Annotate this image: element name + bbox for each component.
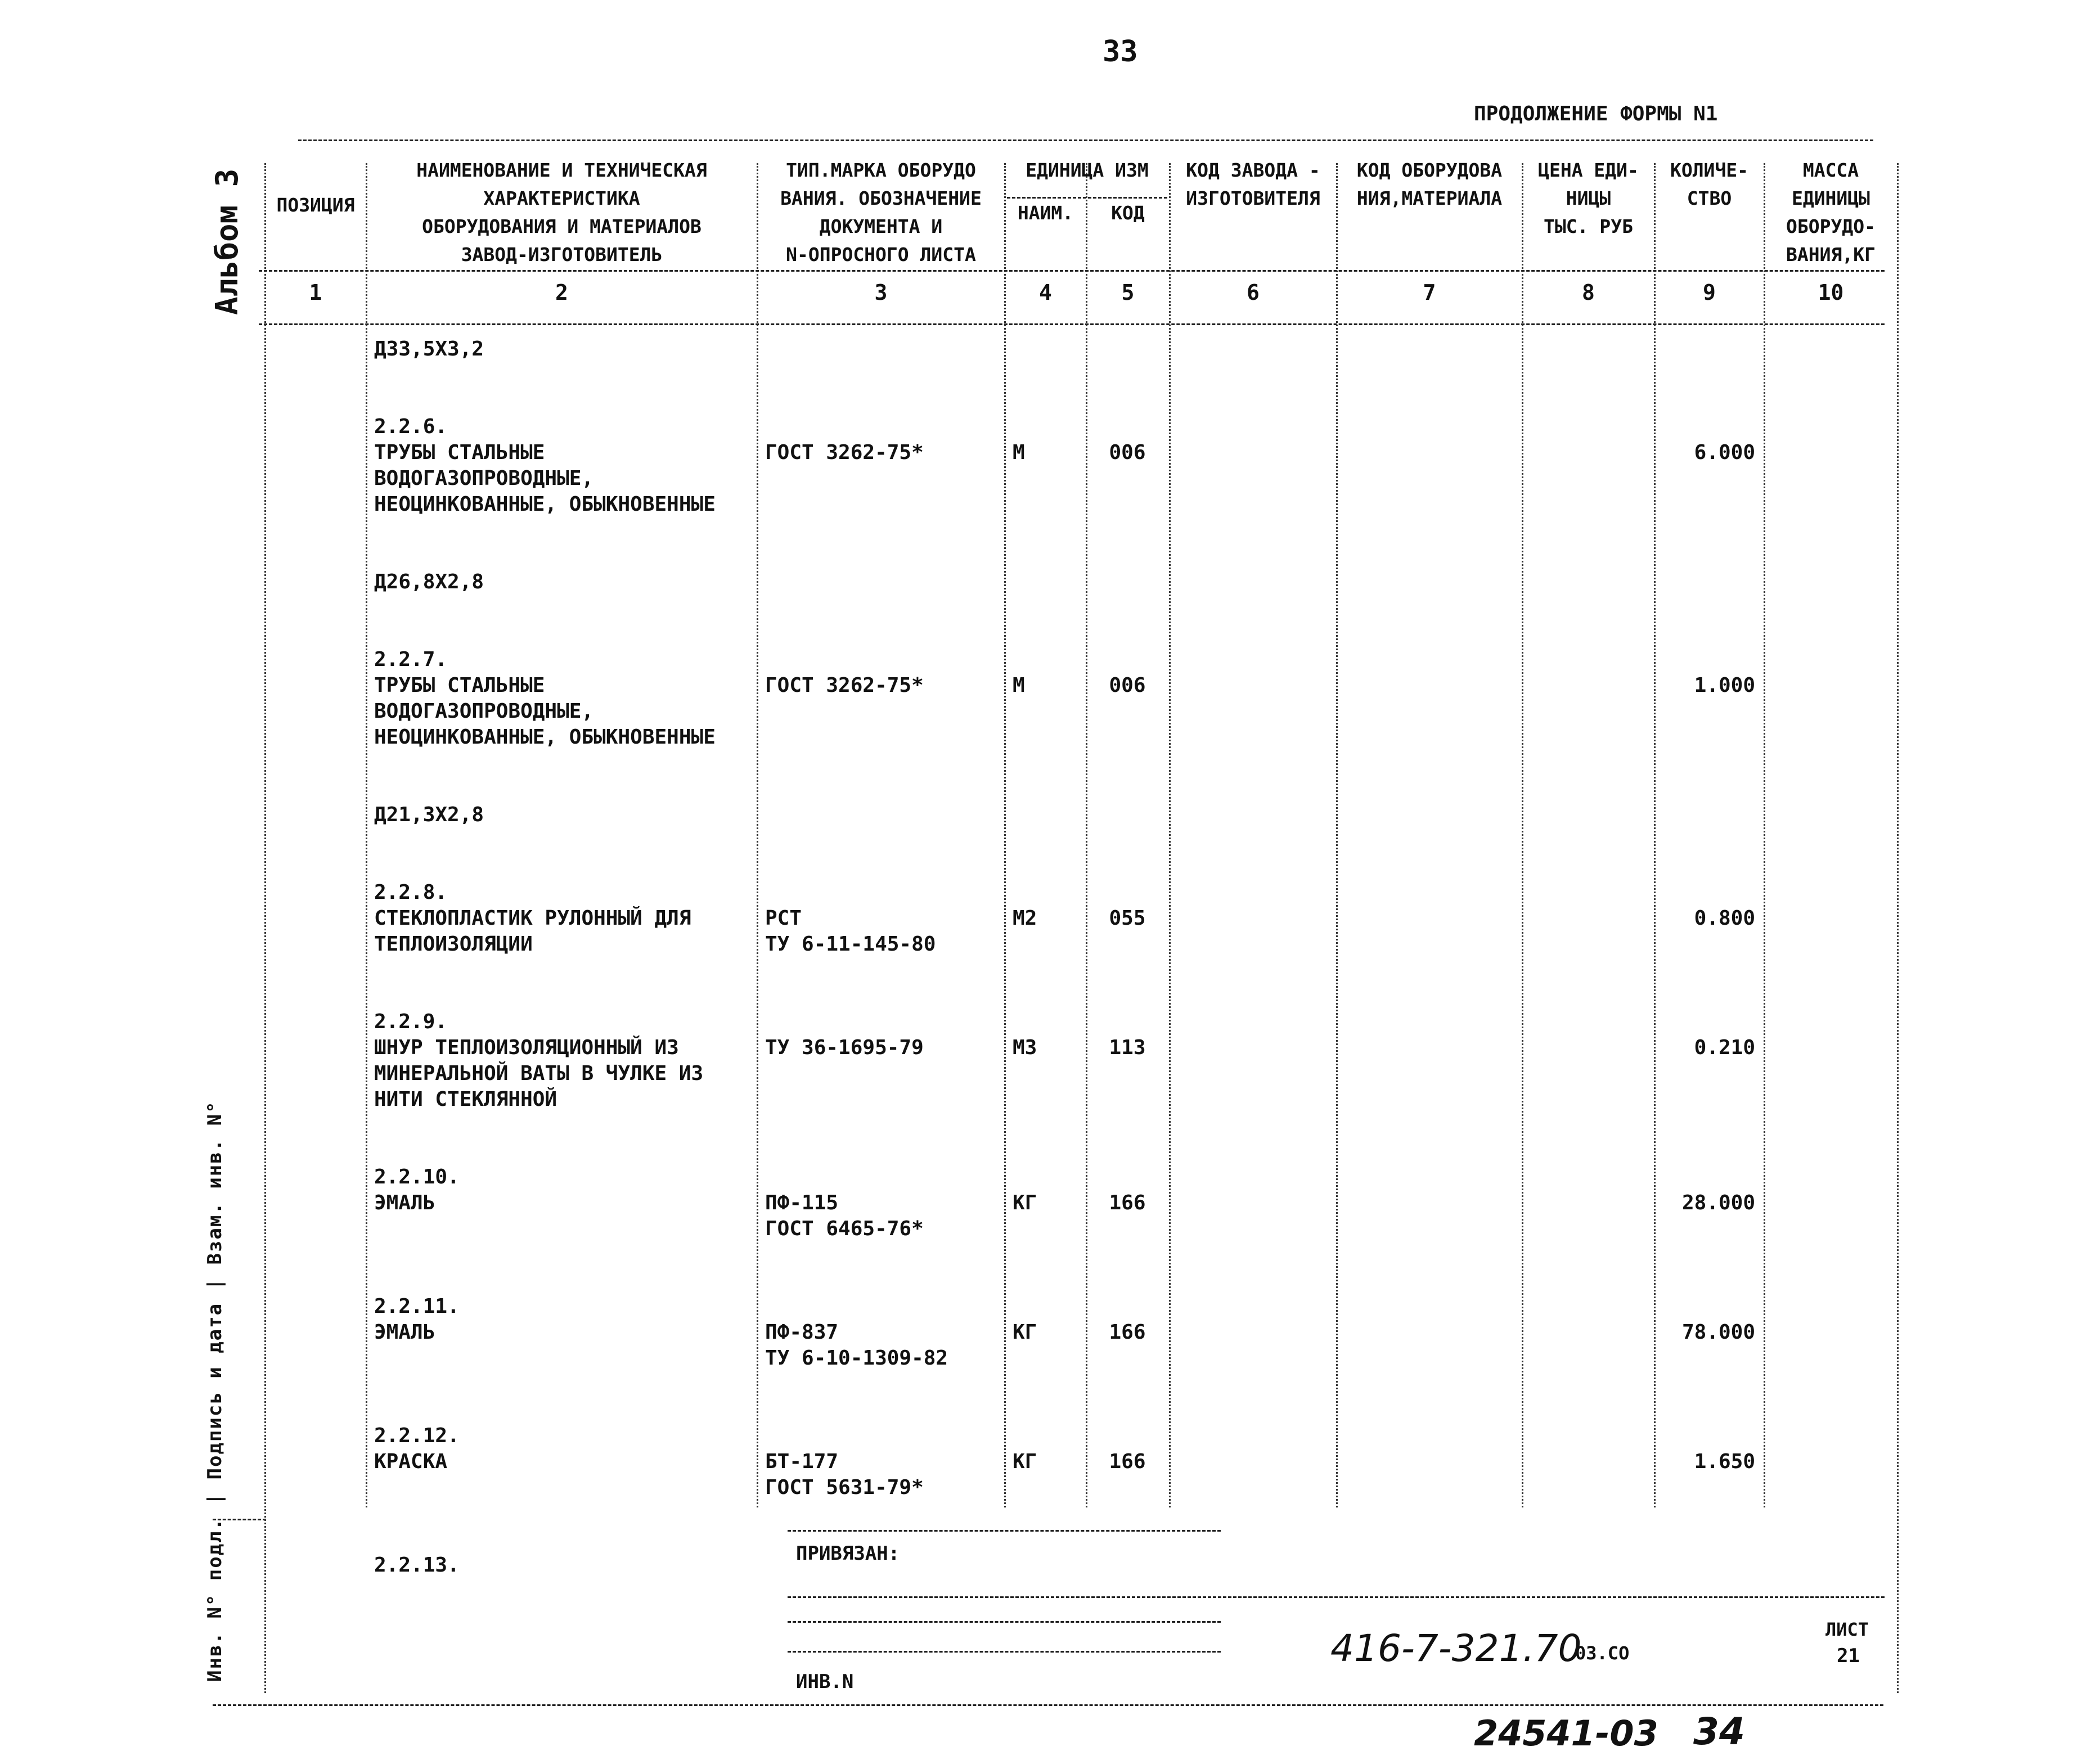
item-document-line: ТУ 6-11-145-80 [765,933,936,956]
item-name-line: ТРУБЫ СТАЛЬНЫЕ [374,674,545,697]
item-name-line: ВОДОГАЗОПРОВОДНЫЕ, [374,700,594,723]
col-number-2: 2 [555,280,568,305]
col-number-6: 6 [1247,280,1260,305]
item-unit: КГ [1013,1191,1037,1214]
item-name-line: ТРУБЫ СТАЛЬНЫЕ [374,441,545,464]
col-number-7: 7 [1423,280,1436,305]
item-code: 055 [1109,907,1146,930]
col-number-8: 8 [1582,280,1595,305]
item-code: 166 [1109,1450,1146,1473]
header-unit-group: ЕДИНИЦА ИЗМ [1026,159,1149,181]
item-name-line: СТЕКЛОПЛАСТИК РУЛОННЫЙ ДЛЯ [374,907,691,930]
item-name-line: ТЕПЛОИЗОЛЯЦИИ [374,933,533,956]
item-name-line: ЭМАЛЬ [374,1321,435,1344]
col-number-5: 5 [1121,280,1135,305]
page-bottom-rule [213,1704,1883,1706]
header-col6: КОД ЗАВОДА - ИЗГОТОВИТЕЛЯ [1186,159,1320,209]
item-document-line: РСТ [765,907,802,930]
item-name-line: КРАСКА [374,1450,448,1473]
item-unit: М2 [1013,907,1037,930]
header-col10: МАССА ЕДИНИЦЫ ОБОРУДО- ВАНИЯ,КГ [1786,159,1876,265]
item-document-line: ГОСТ 3262-75* [765,441,924,464]
header-col1: ПОЗИЦИЯ [276,194,355,216]
item-document-line: БТ-177 [765,1450,839,1473]
col-number-10: 10 [1818,280,1844,305]
document-number: 416-7-321.70 [1330,1627,1582,1670]
item-quantity: 28.000 [1681,1191,1755,1214]
item-code: 113 [1109,1036,1146,1059]
stamp-rule-3 [788,1621,1221,1623]
item-name-line: 2.2.9. [374,1010,448,1033]
item-code: 006 [1109,674,1146,697]
col-number-3: 3 [874,280,888,305]
stamp-rule-4 [788,1651,1221,1653]
col-sep-7 [1522,163,1523,1507]
document-suffix: 03.СО [1575,1642,1630,1664]
item-quantity: 1.650 [1694,1450,1755,1473]
item-document-line: ГОСТ 6465-76* [765,1217,924,1240]
item-document-line: ТУ 36-1695-79 [765,1036,924,1059]
col-number-4: 4 [1039,280,1052,305]
stamp-rule-2 [788,1596,1885,1598]
item-name-line: ШНУР ТЕПЛОИЗОЛЯЦИОННЫЙ ИЗ [374,1036,679,1059]
item-name-line: 2.2.11. [374,1295,460,1318]
unit-group-rule [1007,197,1167,199]
col-sep-5 [1169,163,1171,1507]
item-unit: КГ [1013,1450,1037,1473]
item-name-line: НЕОЦИНКОВАННЫЕ, ОБЫКНОВЕННЫЕ [374,726,716,749]
item-document-line: ГОСТ 3262-75* [765,674,924,697]
sheet-number: 21 [1837,1645,1860,1667]
col-sep-10 [1897,163,1899,1693]
page-handwritten-number: 34 [1693,1710,1745,1753]
col-sep-0 [264,163,266,1693]
item-quantity: 0.210 [1694,1036,1755,1059]
item-quantity: 0.800 [1694,907,1755,930]
item-document-line: ТУ 6-10-1309-82 [765,1347,948,1370]
col-sep-9 [1764,163,1765,1507]
item-code: 166 [1109,1191,1146,1214]
item-name-line: ЭМАЛЬ [374,1191,435,1214]
header-col2: НАИМЕНОВАНИЕ И ТЕХНИЧЕСКАЯ ХАРАКТЕРИСТИКА ОБОРУДОВАНИЯ И МАТЕРИАЛОВ ЗАВОД-ИЗГОТОВИТЕЛЬ [416,159,707,265]
header-top-rule [298,139,1873,141]
col-sep-2 [757,163,758,1507]
col-sep-6 [1336,163,1338,1507]
item-name-line: Д21,3Х2,8 [374,803,484,826]
col-sep-4 [1086,163,1087,1507]
inv-label: ИНВ.N [796,1671,854,1693]
item-name-line: 2.2.7. [374,648,448,671]
header-col5: КОД [1111,202,1145,224]
side-stamp-rule [213,1519,266,1520]
col-number-9: 9 [1703,280,1716,305]
item-name-line: НИТИ СТЕКЛЯННОЙ [374,1088,557,1111]
item-quantity: 78.000 [1681,1321,1755,1344]
col-sep-8 [1654,163,1656,1507]
item-unit: М [1013,441,1025,464]
item-unit: КГ [1013,1321,1037,1344]
col-number-1: 1 [309,280,322,305]
item-name-line: ВОДОГАЗОПРОВОДНЫЕ, [374,467,594,490]
item-name-line: 2.2.10. [374,1165,460,1189]
item-name-line: Д26,8Х2,8 [374,570,484,593]
col-sep-3 [1004,163,1006,1507]
item-quantity: 1.000 [1694,674,1755,697]
item-document-line: ПФ-115 [765,1191,839,1214]
item-name-line: 2.2.13. [374,1554,460,1577]
item-name-line: 2.2.6. [374,415,448,438]
item-document-line: ПФ-837 [765,1321,839,1344]
item-unit: М [1013,674,1025,697]
item-document-line: ГОСТ 5631-79* [765,1476,924,1499]
side-label-album: Альбом 3 [209,168,245,315]
stamp-rule-1 [788,1530,1221,1532]
item-name-line: НЕОЦИНКОВАННЫЕ, ОБЫКНОВЕННЫЕ [374,493,716,516]
item-name-line: Д33,5Х3,2 [374,337,484,361]
col-sep-1 [366,163,367,1507]
header-col3: ТИП.МАРКА ОБОРУДО ВАНИЯ. ОБОЗНАЧЕНИЕ ДОКУМЕНТА И N-ОПРОСНОГО ЛИСТА [780,159,982,265]
privyazan-label: ПРИВЯЗАН: [796,1542,900,1565]
header-col9: КОЛИЧЕ- СТВО [1670,159,1749,209]
header-bottom-rule [259,270,1885,272]
item-name-line: 2.2.12. [374,1424,460,1447]
item-code: 006 [1109,441,1146,464]
form-title: ПРОДОЛЖЕНИЕ ФОРМЫ N1 [1474,102,1718,125]
sheet-label: ЛИСТ [1825,1619,1869,1640]
page-number: 33 [1103,35,1138,69]
item-name-line: 2.2.8. [374,881,448,904]
item-quantity: 6.000 [1694,441,1755,464]
header-col7: КОД ОБОРУДОВА НИЯ,МАТЕРИАЛА [1356,159,1503,209]
colnum-bottom-rule [259,323,1885,325]
item-unit: М3 [1013,1036,1037,1059]
header-col4: НАИМ. [1017,202,1074,224]
item-code: 166 [1109,1321,1146,1344]
archive-number: 24541-03 [1474,1713,1658,1754]
header-col8: ЦЕНА ЕДИ- НИЦЫ ТЫС. РУБ [1538,159,1639,237]
item-name-line: МИНЕРАЛЬНОЙ ВАТЫ В ЧУЛКЕ ИЗ [374,1062,704,1085]
side-label-stamp: Инв. N° подл. | Подпись и дата | Взам. инв. N° [204,1100,226,1682]
